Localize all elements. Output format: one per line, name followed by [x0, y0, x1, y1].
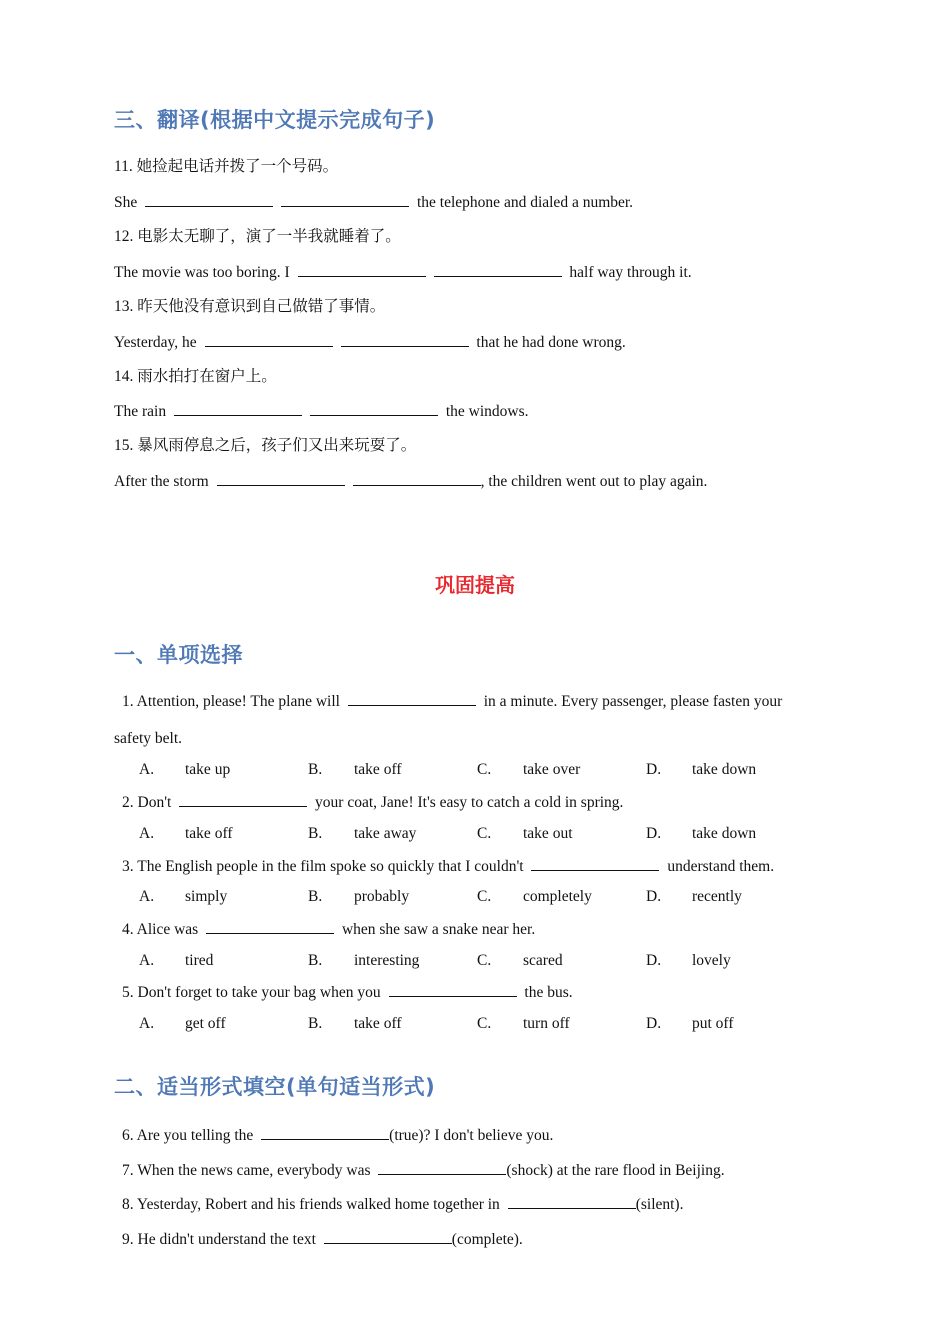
- q4-post: when she saw a snake near her.: [341, 921, 536, 938]
- q9-post: (complete).: [451, 1231, 523, 1248]
- q3-option-c[interactable]: completely: [523, 888, 592, 905]
- q11-blank-1[interactable]: [145, 192, 273, 207]
- fill-heading: 二、适当形式填空(单句适当形式): [114, 1075, 436, 1099]
- q3-option-d[interactable]: recently: [692, 888, 742, 905]
- q1-option-d[interactable]: take down: [692, 761, 757, 778]
- q4-option-d-letter: D.: [646, 952, 662, 969]
- q4-option-c-letter: C.: [477, 952, 492, 969]
- q14-post: the windows.: [445, 403, 529, 420]
- q15-blank-1[interactable]: [217, 471, 345, 486]
- q5-sentence: [122, 982, 573, 1003]
- q7-sentence: [122, 1160, 725, 1181]
- q3-option-d-letter: D.: [646, 888, 662, 905]
- q3-sentence: [122, 856, 774, 877]
- q3-pre: 3. The English people in the film spoke so quickly that I couldn't: [122, 858, 524, 875]
- q7-blank[interactable]: [378, 1160, 506, 1175]
- q11-blank-2[interactable]: [281, 192, 409, 207]
- q3-option-a-letter: A.: [139, 888, 155, 905]
- q1-option-a[interactable]: take up: [185, 761, 231, 778]
- q1-option-b-letter: B.: [308, 761, 323, 778]
- q14-blank-1[interactable]: [174, 401, 302, 416]
- q4-option-b[interactable]: interesting: [354, 952, 420, 969]
- q9-blank[interactable]: [324, 1229, 452, 1244]
- q13-post: that he had done wrong.: [476, 334, 626, 351]
- q5-blank[interactable]: [389, 982, 517, 997]
- q1-blank[interactable]: [348, 691, 476, 706]
- q12-blank-1[interactable]: [298, 262, 426, 277]
- q11-pre: She: [114, 194, 138, 211]
- q15-pre: After the storm: [114, 473, 209, 490]
- q14-chinese: 14. 雨水拍打在窗户上。: [114, 368, 277, 385]
- q2-option-c-letter: C.: [477, 825, 492, 842]
- q5-post: the bus.: [524, 984, 573, 1001]
- q2-option-d[interactable]: take down: [692, 825, 757, 842]
- q15-chinese: 15. 暴风雨停息之后，孩子们又出来玩耍了。: [114, 437, 417, 454]
- q2-option-d-letter: D.: [646, 825, 662, 842]
- q11-chinese: 11. 她捡起电话并拨了一个号码。: [114, 158, 339, 175]
- q1-pre: 1. Attention, please! The plane will: [122, 693, 340, 710]
- q1-continuation: safety belt.: [114, 730, 183, 747]
- q8-pre: 8. Yesterday, Robert and his friends walked home together in: [122, 1196, 500, 1213]
- q5-option-a-letter: A.: [139, 1015, 155, 1032]
- q14-blank-2[interactable]: [310, 401, 438, 416]
- q2-option-a[interactable]: take off: [185, 825, 233, 842]
- q6-sentence: [122, 1125, 553, 1146]
- q11-sentence: [114, 192, 633, 213]
- q4-option-d[interactable]: lovely: [692, 952, 731, 969]
- q3-option-b[interactable]: probably: [354, 888, 410, 905]
- q7-pre: 7. When the news came, everybody was: [122, 1162, 371, 1179]
- q11-post: the telephone and dialed a number.: [417, 194, 634, 211]
- q2-option-c[interactable]: take out: [523, 825, 573, 842]
- q15-sentence: [114, 471, 707, 492]
- q2-option-b-letter: B.: [308, 825, 323, 842]
- q13-blank-2[interactable]: [341, 332, 469, 347]
- translation-heading: 三、翻译(根据中文提示完成句子): [114, 108, 436, 132]
- q4-option-a-letter: A.: [139, 952, 155, 969]
- q1-option-c[interactable]: take over: [523, 761, 581, 778]
- q3-option-b-letter: B.: [308, 888, 323, 905]
- q14-pre: The rain: [114, 403, 167, 420]
- q6-post: (true)? I don't believe you.: [389, 1127, 554, 1144]
- q4-pre: 4. Alice was: [122, 921, 199, 938]
- q8-blank[interactable]: [508, 1194, 636, 1209]
- q6-pre: 6. Are you telling the: [122, 1127, 254, 1144]
- q5-pre: 5. Don't forget to take your bag when you: [122, 984, 381, 1001]
- q13-chinese: 13. 昨天他没有意识到自己做错了事情。: [114, 298, 386, 315]
- q2-blank[interactable]: [179, 792, 307, 807]
- q1-option-c-letter: C.: [477, 761, 492, 778]
- q5-option-b[interactable]: take off: [354, 1015, 402, 1032]
- q2-sentence: [122, 792, 623, 813]
- q5-option-a[interactable]: get off: [185, 1015, 226, 1032]
- q2-post: your coat, Jane! It's easy to catch a cold in spring.: [315, 794, 624, 811]
- q4-option-a[interactable]: tired: [185, 952, 214, 969]
- choice-heading: 一、单项选择: [114, 643, 243, 667]
- q1-post: in a minute. Every passenger, please fasten your: [483, 693, 783, 710]
- q9-sentence: [122, 1229, 523, 1250]
- q1-option-d-letter: D.: [646, 761, 662, 778]
- q1-sentence: [122, 691, 782, 712]
- q2-pre: 2. Don't: [122, 794, 172, 811]
- q2-option-a-letter: A.: [139, 825, 155, 842]
- q13-sentence: [114, 332, 626, 353]
- q6-blank[interactable]: [261, 1125, 389, 1140]
- q13-pre: Yesterday, he: [114, 334, 197, 351]
- q4-sentence: [122, 919, 535, 940]
- q5-option-c-letter: C.: [477, 1015, 492, 1032]
- q8-sentence: [122, 1194, 683, 1215]
- q13-blank-1[interactable]: [205, 332, 333, 347]
- q8-post: (silent).: [635, 1196, 684, 1213]
- q3-blank[interactable]: [531, 856, 659, 871]
- q4-option-b-letter: B.: [308, 952, 323, 969]
- q14-sentence: [114, 401, 529, 422]
- q5-option-d-letter: D.: [646, 1015, 662, 1032]
- q12-blank-2[interactable]: [434, 262, 562, 277]
- q1-option-a-letter: A.: [139, 761, 155, 778]
- q15-blank-2[interactable]: [353, 471, 481, 486]
- q9-pre: 9. He didn't understand the text: [122, 1231, 316, 1248]
- q4-option-c[interactable]: scared: [523, 952, 563, 969]
- q3-option-c-letter: C.: [477, 888, 492, 905]
- q5-option-b-letter: B.: [308, 1015, 323, 1032]
- section-title: 巩固提高: [435, 573, 515, 597]
- q12-post: half way through it.: [569, 264, 692, 281]
- q12-sentence: [114, 262, 692, 283]
- q15-post: , the children went out to play again.: [480, 473, 708, 490]
- q3-option-a[interactable]: simply: [185, 888, 228, 905]
- q12-chinese: 12. 电影太无聊了，演了一半我就睡着了。: [114, 228, 401, 245]
- q7-post: (shock) at the rare flood in Beijing.: [506, 1162, 725, 1179]
- q4-blank[interactable]: [206, 919, 334, 934]
- q5-option-d[interactable]: put off: [692, 1015, 734, 1032]
- q5-option-c[interactable]: turn off: [523, 1015, 570, 1032]
- q1-option-b[interactable]: take off: [354, 761, 402, 778]
- q3-post: understand them.: [667, 858, 775, 875]
- q12-pre: The movie was too boring. I: [114, 264, 290, 281]
- q2-option-b[interactable]: take away: [354, 825, 417, 842]
